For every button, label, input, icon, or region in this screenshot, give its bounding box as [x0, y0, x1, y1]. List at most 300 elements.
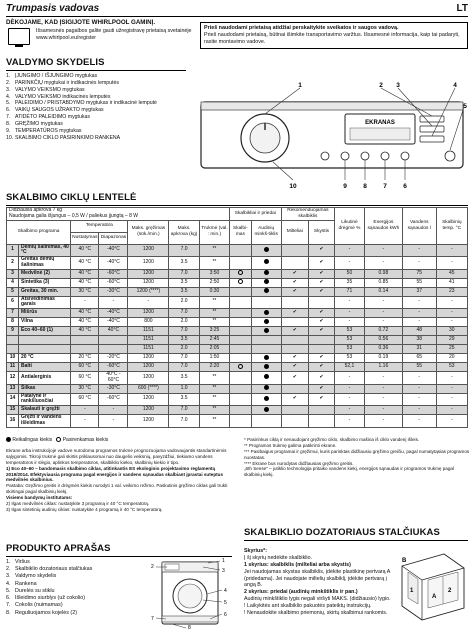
table-row [7, 406, 468, 415]
cell-p2 [251, 296, 281, 309]
cell-load: 7.0 [169, 406, 200, 415]
cell-pw [281, 336, 308, 345]
cell-l: 38 [402, 336, 436, 345]
required-dot-icon [264, 385, 269, 390]
cell-dur: 2:50 [199, 278, 229, 287]
cell-lq: ✔ [308, 309, 334, 318]
notes-left [6, 448, 228, 513]
cell-name: Mišrūs [19, 309, 71, 318]
cell-pw [281, 345, 308, 354]
list-item: 4. Rankena [6, 580, 37, 587]
cell-load: 2.0 [169, 296, 200, 309]
th-temp-c: Skalbinių temp. °C [436, 208, 467, 245]
required-dot-icon [264, 310, 269, 315]
cell-dur: 1:50 [199, 354, 229, 363]
cell-dur: 3:50 [199, 269, 229, 278]
cell-pw: ✔ [281, 278, 308, 287]
washing-machine-diagram [148, 556, 240, 630]
list-item: 1. Viršus [6, 559, 30, 565]
cell-kwh: - [364, 257, 402, 270]
cell-range: - [99, 296, 128, 309]
cell-load: 7.0 [169, 415, 200, 428]
cell-tc: - [436, 257, 467, 270]
callout-4: 4 [453, 82, 457, 89]
cell-pw [281, 296, 308, 309]
required-dot-icon [264, 288, 269, 293]
cell-l: 37 [402, 287, 436, 296]
cell-p1 [230, 309, 252, 318]
cell-name: Vilna [19, 318, 71, 327]
cell-range: -60°C [99, 393, 128, 406]
cell-load: 3.5 [169, 336, 200, 345]
list-item: 5. Durelės su stiklu [6, 587, 55, 594]
required-dot-icon [264, 374, 269, 379]
th-softener: Audinių minkš-tiklis [251, 220, 281, 244]
cell-p1 [230, 257, 252, 270]
cell-name: Šilkas [19, 384, 71, 393]
cell-spin: 1151 [128, 327, 169, 336]
optional-circle-icon [238, 270, 243, 275]
cell-spin: 1200 [128, 393, 169, 406]
cell-rm: - [335, 296, 365, 309]
cell-set: 40 °C [71, 327, 99, 336]
callout-8: 8 [363, 183, 367, 190]
warning-box [200, 22, 468, 49]
required-dot-icon [264, 396, 269, 401]
list-item: 3. VALYMO VEIKSMO mygtukas [6, 86, 85, 93]
cell-name: 20 °C [19, 354, 71, 363]
cell-name: Antialerginis [19, 372, 71, 385]
cell-name: Atsivėdinimas garais [19, 296, 71, 309]
cell-rm: 53 [335, 345, 365, 354]
cell-lq [308, 336, 334, 345]
cell-rm: - [335, 393, 365, 406]
cell-lq: ✔ [308, 363, 334, 372]
cell-rm: 50 [335, 269, 365, 278]
cell-dur: 2:05 [199, 345, 229, 354]
list-item: 5. PALEIDIMO / PRISTABDYMO mygtukas ir indikacinė lemputė [6, 100, 157, 107]
cell-l: - [402, 296, 436, 309]
th-prewash: Skalbi-mas [230, 220, 252, 244]
cell-tc: - [436, 296, 467, 309]
controls-rule [6, 70, 186, 71]
cell-dur: ** [199, 384, 229, 393]
table-row [7, 257, 468, 270]
cell-l: 31 [402, 345, 436, 354]
optional-circle-icon [56, 437, 61, 442]
callout-8: 8 [188, 625, 191, 630]
cell-kwh: - [364, 372, 402, 385]
cell-p2 [251, 363, 281, 372]
cell-spin: 1200 [128, 278, 169, 287]
required-dot-icon [264, 279, 269, 284]
cell-tc: - [436, 372, 467, 385]
list-item: 6. VAIKŲ SAUGOS UŽRAKTO mygtukas [6, 107, 104, 114]
cell-p1 [230, 415, 252, 428]
callout-7: 7 [151, 616, 154, 622]
cell-p1 [230, 406, 252, 415]
cell-l: - [402, 309, 436, 318]
cell-load: 2.0 [169, 345, 200, 354]
cell-tc: - [436, 309, 467, 318]
cell-pw: ✔ [281, 363, 308, 372]
cell-tc: 41 [436, 278, 467, 287]
table-row [7, 296, 468, 309]
header-rule [6, 16, 468, 17]
cell-name: Skalauti ir gręžti [19, 406, 71, 415]
cell-pw [281, 257, 308, 270]
required-dot-icon [6, 437, 11, 442]
warning-line-2: Prieš naudodami prietaisą, būtinai išimkite transportavimo varžtus. Išsamesnė informacija, kaip tai padaryti, rasite montavimo vadove. [204, 32, 460, 46]
table-row [7, 354, 468, 363]
cell-lq: ✔ [308, 269, 334, 278]
th-spin: Maks. gręžimas (sūk./min.) [128, 220, 169, 244]
cell-n: 7 [7, 309, 19, 318]
cell-l: - [402, 257, 436, 270]
display-label: EKRANAS [365, 120, 395, 126]
cell-set: 60 °C [71, 363, 99, 372]
note: **** Ekrane bus nurodytas didžiausias gręžimo greitis. [244, 460, 354, 466]
cell-lq: ✔ [308, 327, 334, 336]
drawer-s2: Audinių minkštiklio lygis negali viršyti MAKS. (didžiausio) lygio. [244, 596, 391, 603]
parts-list [6, 559, 92, 617]
legend-optional: Pasirenkamas kiekis [62, 436, 109, 443]
table-row [7, 336, 468, 345]
cell-range: -60°C [99, 269, 128, 278]
callout-2: 2 [151, 564, 154, 570]
cell-spin: 1200 [128, 244, 169, 257]
cell-range: -60°C [99, 278, 128, 287]
cell-n: 8 [7, 318, 19, 327]
cell-rm: - [335, 244, 365, 257]
cell-pw: ✔ [281, 269, 308, 278]
cell-spin: 1200 [128, 415, 169, 428]
cell-l: 65 [402, 354, 436, 363]
th-powder: Milteliai [281, 220, 308, 244]
cell-rm: 53 [335, 336, 365, 345]
cell-set [71, 336, 99, 345]
list-item: 7. Cokolis (nuimamas) [6, 602, 63, 609]
callout-1: 1 [298, 82, 302, 89]
cell-dur: ** [199, 406, 229, 415]
cell-lq [308, 296, 334, 309]
drawer-label-a: A [432, 594, 437, 600]
cell-n: 10 [7, 354, 19, 363]
cell-set: 30 °C [71, 287, 99, 296]
cell-kwh: 1.16 [364, 363, 402, 372]
callout-3: 3 [222, 568, 225, 574]
cell-l: 55 [402, 278, 436, 287]
cell-tc: 25 [436, 345, 467, 354]
cell-rm: 53 [335, 354, 365, 363]
cell-p2 [251, 244, 281, 257]
cell-kwh: - [364, 318, 402, 327]
drawer-text [244, 548, 392, 617]
cell-n: 12 [7, 372, 19, 385]
cell-load: 7.0 [169, 327, 200, 336]
cell-p1 [230, 269, 252, 278]
program-table [6, 207, 468, 428]
cell-p2 [251, 318, 281, 327]
cell-spin: 1200 [128, 354, 169, 363]
cell-pw: ✔ [281, 309, 308, 318]
cell-tc: 20 [436, 354, 467, 363]
cell-kwh: 0.19 [364, 354, 402, 363]
cell-l: - [402, 372, 436, 385]
cell-name [19, 336, 71, 345]
cell-kwh: - [364, 415, 402, 428]
cell-load: 7.0 [169, 309, 200, 318]
callout-6: 6 [403, 183, 407, 190]
callout-9: 9 [343, 183, 347, 190]
drawer-label-2: 2 [448, 588, 452, 594]
cell-range: -40°C [99, 257, 128, 270]
cell-p1 [230, 393, 252, 406]
notes-right [244, 437, 470, 478]
required-dot-icon [264, 319, 269, 324]
cell-l: 55 [402, 363, 436, 372]
cell-name: Patalynė ir rankšluosčiai [19, 393, 71, 406]
drawer-s1-title: 1 skyrius: skalbiklis (milteliai arba skystis) [244, 561, 351, 568]
cell-set: 40 °C [71, 309, 99, 318]
cell-p2 [251, 336, 281, 345]
th-water: Likutinė drėgmė % [335, 208, 365, 245]
cell-p1 [230, 336, 252, 345]
list-item: 2. PARINKČIŲ mygtukai ir indikacinės lemputės [6, 79, 119, 86]
cell-load: 3.5 [169, 278, 200, 287]
callout-3: 3 [396, 82, 400, 89]
cell-spin: 1200 [128, 309, 169, 318]
cell-n: 6 [7, 296, 19, 309]
cell-p2 [251, 309, 281, 318]
cell-n: 13 [7, 384, 19, 393]
table-row [7, 269, 468, 278]
cell-set: 60 °C [71, 372, 99, 385]
th-detergents: Skalbikliai ir priedai [230, 208, 282, 221]
cell-name: Gręžti ir vandens išleidimas [19, 415, 71, 428]
cell-l: - [402, 406, 436, 415]
note: 2) Ilgas medvilnės ciklas: nustatykite 3 programą ir 40 °C temperatūrą. [6, 500, 150, 506]
cell-rm: 52,1 [335, 363, 365, 372]
cell-rm: 53 [335, 327, 365, 336]
cell-spin: 1151 [128, 345, 169, 354]
register-text: Išsamesnės pagalbos galite gauti užregistravę prietaisą svetainėje www.whirlpool.eu/register [36, 28, 192, 41]
cell-p1 [230, 384, 252, 393]
th-load: Maks. apkrova (kg) [169, 220, 200, 244]
cell-n: 9 [7, 327, 19, 336]
cell-l: - [402, 318, 436, 327]
cell-rm: - [335, 406, 365, 415]
callout-10: 10 [289, 183, 297, 190]
th-duration: Trukmė (val. : min.) [199, 220, 229, 244]
cell-range: -40°C [99, 309, 128, 318]
cell-spin: 1200 [128, 257, 169, 270]
cell-p2 [251, 327, 281, 336]
cell-tc: 30 [436, 327, 467, 336]
list-item: 7. ATIDĖTO PALEIDIMO mygtukas [6, 114, 90, 121]
cell-pw: ✔ [281, 372, 308, 385]
cell-l: - [402, 415, 436, 428]
cell-p1 [230, 327, 252, 336]
cell-kwh: 0.72 [364, 327, 402, 336]
note: „6th Sense" – jutiklio technologija pritaiko vandens kiekį, energijos sąnaudas ir programos trukmę pagal skalbinių kiekį. [244, 466, 454, 478]
cell-p1 [230, 345, 252, 354]
callout-6: 6 [224, 612, 227, 618]
cell-dur: ** [199, 318, 229, 327]
cell-load: 1.0 [169, 384, 200, 393]
note: * Pasirinkus ciklą ir nenaudojant gręžimo ciklo, skalbimo mašina iš ciklo vandenį išleis. [244, 437, 420, 442]
warning-line-1: Prieš naudodami prietaisą atidžiai perskaitykite sveikatos ir saugos vadovą. [204, 25, 399, 31]
cell-rm: - [335, 318, 365, 327]
controls-heading: VALDYMO SKYDELIS [6, 57, 105, 68]
required-dot-icon [264, 247, 269, 252]
cell-tc: - [436, 318, 467, 327]
note: *** Pasibaigus programai ir gręžimui, kuris parinktas didžiausiu gręžimo greičiu, pagal numatytąsias programos nuostatas. [244, 448, 470, 460]
cell-kwh: - [364, 309, 402, 318]
list-item: 6. Išleidimo siurblys (už cokolio) [6, 595, 86, 602]
cell-load: 7.0 [169, 269, 200, 278]
cell-lq: ✔ [308, 393, 334, 406]
cell-p2 [251, 278, 281, 287]
optional-circle-icon [238, 364, 243, 369]
cell-lq: ✔ [308, 372, 334, 385]
cell-set [71, 345, 99, 354]
table-row [7, 327, 468, 336]
cell-range [99, 336, 128, 345]
cell-name: Greitas, 30 min. [19, 287, 71, 296]
cell-load: 2.0 [169, 318, 200, 327]
required-dot-icon [264, 259, 269, 264]
cell-spin: 800 [128, 318, 169, 327]
cell-tc: - [436, 406, 467, 415]
note: Visiems bandymų institutams: [6, 495, 73, 500]
cell-kwh: 0.36 [364, 345, 402, 354]
table-row [7, 415, 468, 428]
cell-set: 20 °C [71, 354, 99, 363]
cell-p2 [251, 384, 281, 393]
cell-lq [308, 406, 334, 415]
table-row [7, 309, 468, 318]
cell-kwh: - [364, 244, 402, 257]
cell-p2 [251, 287, 281, 296]
cell-name: Balti [19, 363, 71, 372]
cell-tc: 45 [436, 269, 467, 278]
cell-name [19, 345, 71, 354]
language-code: LT [456, 3, 468, 14]
cell-name: Medvilnė (2) [19, 269, 71, 278]
cell-p1 [230, 318, 252, 327]
drawer-note-1: ! Laikykitės ant skalbiklio pakuotės pateiktų instrukcijų. [244, 603, 372, 609]
cell-range [99, 345, 128, 354]
cell-p2 [251, 415, 281, 428]
cell-dur: ** [199, 415, 229, 428]
cell-tc: 23 [436, 287, 467, 296]
cell-l: - [402, 244, 436, 257]
callout-5: 5 [224, 600, 227, 606]
legend-required: Reikalingas kiekis [12, 436, 53, 443]
cell-tc: - [436, 393, 467, 406]
drawer-label-1: 1 [410, 588, 414, 594]
cell-p1 [230, 296, 252, 309]
table-row [7, 363, 468, 372]
cell-p1 [230, 354, 252, 363]
drawer-intro: Į šį skyrių nedėkite skalbiklio. [244, 554, 313, 561]
required-dot-icon [264, 270, 269, 275]
cell-set: - [71, 415, 99, 428]
thanks-text: DĖKOJAME, KAD ĮSIGIJOTE WHIRLPOOL GAMINĮ. [6, 19, 156, 26]
cell-tc: - [436, 415, 467, 428]
list-item: 9. TEMPERATŪROS mygtukas [6, 127, 82, 134]
th-litres: Vandens sąnaudos l [402, 208, 436, 245]
optional-circle-icon [238, 279, 243, 284]
cell-n: 16 [7, 415, 19, 428]
cell-set: 30 °C [71, 384, 99, 393]
cell-load: 3.5 [169, 287, 200, 296]
table-row [7, 287, 468, 296]
note: Ekrane arba instrukcijoje vadove nurodoma programos trukmė prognozuojama vadovaujantis standartinėmis sąlygomis. Tikroji trukmė gali skirtis priklausomai nuo daugelio veiksnių, pavyzdžiui, tiekiamo vandens temperatūros ir slėgio, aplinkos temperatūros, skalbiklio kiekio, skalbinių kiekio ir tipo. [6, 448, 227, 465]
cell-load: 7.0 [169, 363, 200, 372]
cell-n: 5 [7, 287, 19, 296]
cell-load: 3.5 [169, 372, 200, 385]
cell-name: Dėmių šalinimas, 40 °C [19, 244, 71, 257]
callout-7: 7 [383, 183, 387, 190]
cell-spin: 1200 [128, 372, 169, 385]
cell-dur: ** [199, 372, 229, 385]
cell-set: 60 °C [71, 393, 99, 406]
cell-lq: ✔ [308, 257, 334, 270]
cell-pw [281, 318, 308, 327]
cell-name: Sintetika (3) [19, 278, 71, 287]
cell-spin: 600 (****) [128, 384, 169, 393]
cell-kwh: 0.56 [364, 336, 402, 345]
cell-dur: ** [199, 309, 229, 318]
callout-4: 4 [224, 588, 227, 594]
cell-l: 48 [402, 327, 436, 336]
cell-rm: - [335, 257, 365, 270]
cell-pw [281, 415, 308, 428]
cell-l: - [402, 384, 436, 393]
cell-dur: 3:25 [199, 327, 229, 336]
cell-range: -40°C [99, 318, 128, 327]
cell-p1 [230, 287, 252, 296]
cell-load: 7.0 [169, 354, 200, 363]
cell-rm: - [335, 309, 365, 318]
cell-p2 [251, 372, 281, 385]
cell-dur: ** [199, 257, 229, 270]
required-dot-icon [264, 328, 269, 333]
th-energy: Energijos sąnaudos kWh [364, 208, 402, 245]
cell-dur: 2:45 [199, 336, 229, 345]
detergent-drawer-diagram [396, 546, 468, 626]
callout-1: 1 [222, 558, 225, 564]
cell-p2 [251, 257, 281, 270]
cell-dur: ** [199, 244, 229, 257]
parts-heading: PRODUKTO APRAŠAS [6, 543, 111, 554]
cell-tc: - [436, 244, 467, 257]
cell-range: -60°C [99, 363, 128, 372]
cell-lq [308, 415, 334, 428]
cell-n [7, 336, 19, 345]
required-dot-icon [264, 364, 269, 369]
cell-lq [308, 345, 334, 354]
cell-p2 [251, 269, 281, 278]
cell-set: 40 °C [71, 318, 99, 327]
cell-name: Greitas dėmių šalinimas [19, 257, 71, 270]
cell-kwh: 0.98 [364, 269, 402, 278]
callout-5: 5 [463, 103, 467, 110]
cell-p2 [251, 354, 281, 363]
th-liquid: Skystis [308, 220, 334, 244]
